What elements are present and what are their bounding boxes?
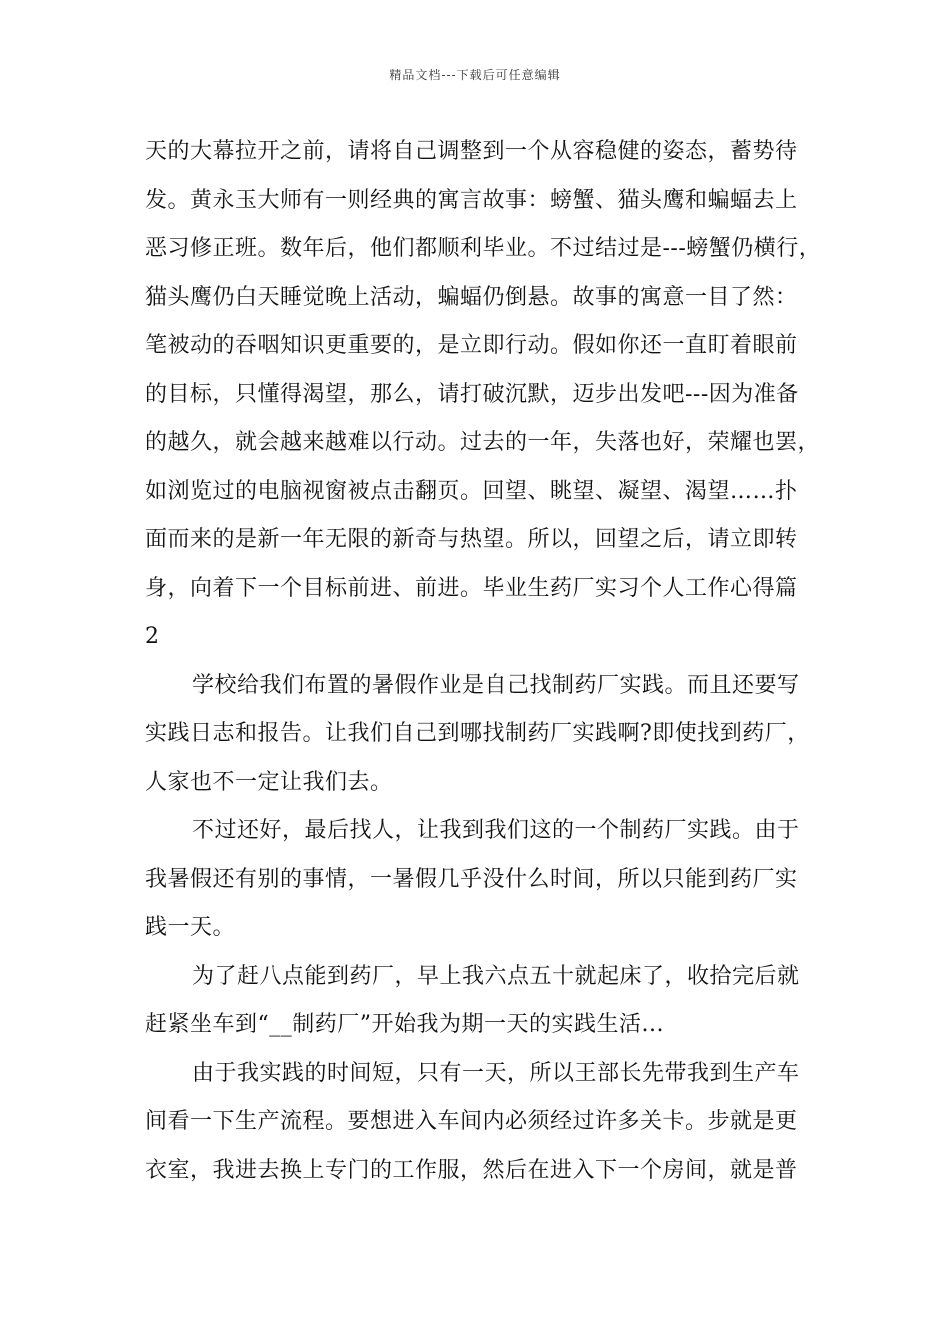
text-line: 衣室，我进去换上专门的工作服，然后在进入下一个房间，就是普 xyxy=(145,1157,798,1183)
text-line: 间看一下生产流程。要想进入车间内必须经过许多关卡。步就是更 xyxy=(145,1109,798,1134)
text-line: 为了赶八点能到药厂，早上我六点五十就起床了，收拾完后就 xyxy=(192,963,800,989)
text-line: 实践日志和报告。让我们自己到哪找制药厂实践啊?即使找到药厂， xyxy=(145,721,810,746)
text-line: 的越久，就会越来越难以行动。过去的一年，失落也好，荣耀也罢， xyxy=(145,430,821,455)
page-header: 精品文档---下载后可任意编辑 xyxy=(389,68,561,82)
text-line: 由于我实践的时间短，只有一天，所以王部长先带我到生产车 xyxy=(192,1060,800,1086)
document-body xyxy=(145,128,825,1195)
text-line: 赶紧坐车到“__制药厂”开始我为期一天的实践生活... xyxy=(145,1012,664,1037)
text-line: 践一天。 xyxy=(145,915,236,940)
text-line: 如浏览过的电脑视窗被点击翻页。回望、眺望、凝望、渴望……扑 xyxy=(145,478,798,504)
text-line: 的目标，只懂得渴望，那么，请打破沉默，迈步出发吧---因为准备 xyxy=(145,381,799,407)
text-line: 天的大幕拉开之前，请将自己调整到一个从容稳健的姿态，蓄势待 xyxy=(145,139,798,164)
text-line: 人家也不一定让我们去。 xyxy=(145,769,393,795)
text-line: 不过还好，最后找人，让我到我们这的一个制药厂实践。由于 xyxy=(192,818,800,843)
text-line: 学校给我们布置的暑假作业是自己找制药厂实践。而且还要写 xyxy=(192,672,800,698)
text-line: 猫头鹰仍白天睡觉晚上活动，蝙蝠仍倒悬。故事的寓意一目了然： xyxy=(145,284,798,310)
text-line: 笔被动的吞咽知识更重要的，是立即行动。假如你还一直盯着眼前 xyxy=(145,333,798,358)
text-line: 身，向着下一个目标前进、前进。毕业生药厂实习个人工作心得篇 xyxy=(145,575,798,601)
text-line: 面而来的是新一年无限的新奇与热望。所以，回望之后，请立即转 xyxy=(145,527,798,552)
text-line: 2 xyxy=(145,624,160,649)
text-line: 发。黄永玉大师有一则经典的寓言故事：螃蟹、猫头鹰和蝙蝠去上 xyxy=(145,187,798,213)
text-line: 我暑假还有别的事情，一暑假几乎没什么时间，所以只能到药厂实 xyxy=(145,866,798,892)
text-line: 恶习修正班。数年后，他们都顺利毕业。不过结过是---螃蟹仍横行， xyxy=(145,236,822,261)
